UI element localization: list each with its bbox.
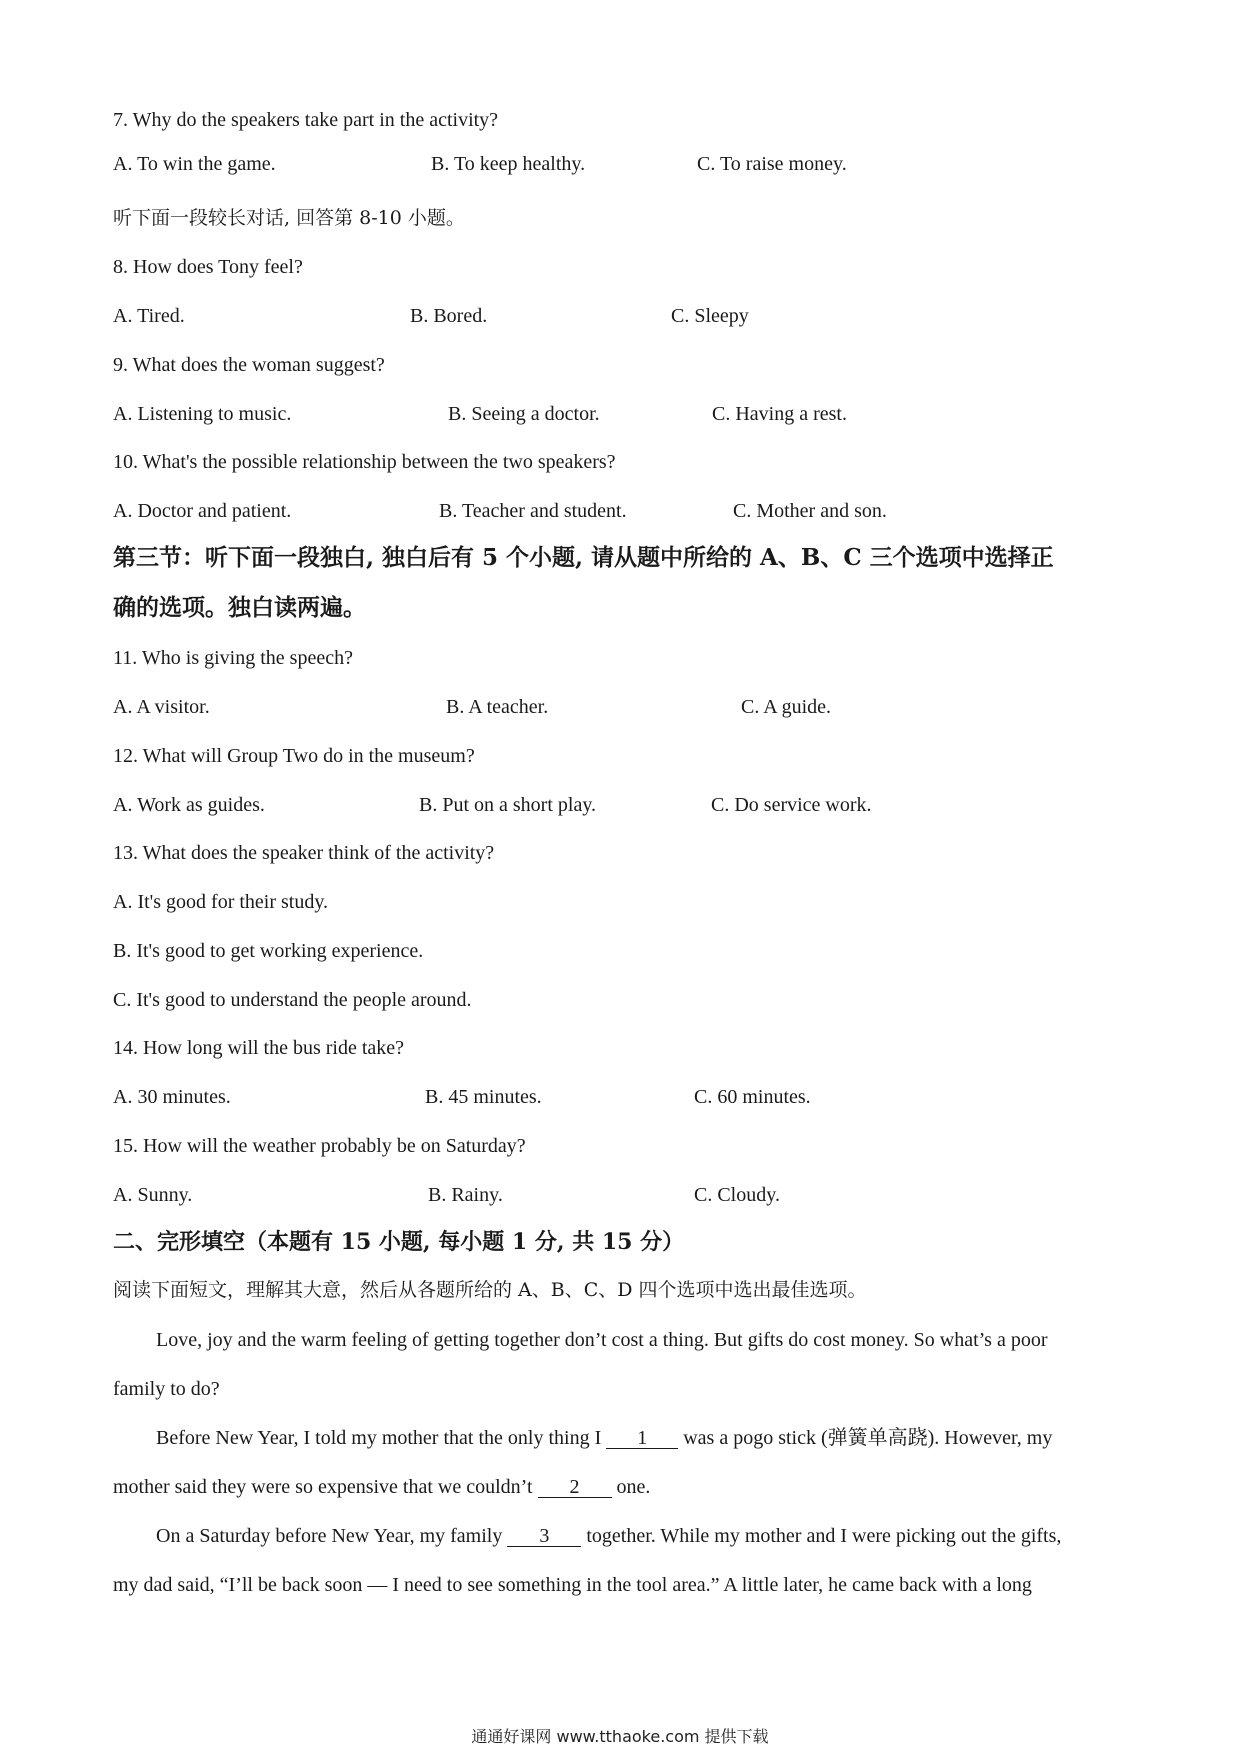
- q9-option-b: B. Seeing a doctor.: [448, 403, 600, 425]
- cloze-blank-1: 1: [606, 1428, 678, 1449]
- cloze-blank-3: 3: [507, 1526, 581, 1547]
- q13-option-b: B. It's good to get working experience.: [113, 940, 424, 962]
- cloze-paragraph-1-line-1: Love, joy and the warm feeling of getting together don’t cost a thing. But gifts do cost money. So what’s a poor: [156, 1329, 1048, 1351]
- q13-option-c: C. It's good to understand the people around.: [113, 989, 472, 1011]
- q8-option-a: A. Tired.: [113, 305, 185, 327]
- q15-option-b: B. Rainy.: [428, 1184, 503, 1206]
- intro-8-10: 听下面一段较长对话, 回答第 8-10 小题。: [113, 207, 465, 229]
- q12-option-b: B. Put on a short play.: [419, 794, 597, 816]
- question-9: 9. What does the woman suggest?: [113, 354, 385, 376]
- page-footer: 通通好课网 www.tthaoke.com 提供下载: [471, 1727, 769, 1746]
- q9-option-c: C. Having a rest.: [712, 403, 847, 425]
- q13-option-a: A. It's good for their study.: [113, 891, 329, 913]
- q14-option-a: A. 30 minutes.: [113, 1086, 231, 1108]
- q14-option-b: B. 45 minutes.: [425, 1086, 542, 1108]
- cloze-paragraph-2-line-2: [113, 1475, 650, 1499]
- cloze-paragraph-3-line-1: [156, 1524, 1061, 1548]
- cloze-text: Before New Year, I told my mother that the only thing I: [156, 1427, 602, 1449]
- q8-option-c: C. Sleepy: [671, 305, 749, 327]
- cloze-text: one.: [616, 1476, 651, 1498]
- question-13: 13. What does the speaker think of the activity?: [113, 842, 495, 864]
- q8-option-b: B. Bored.: [410, 305, 488, 327]
- q11-option-b: B. A teacher.: [446, 696, 549, 718]
- cloze-blank-2: 2: [538, 1477, 612, 1498]
- q12-option-a: A. Work as guides.: [113, 794, 265, 816]
- section-3-heading-line-2: 确的选项。独白读两遍。: [113, 594, 366, 621]
- q10-option-c: C. Mother and son.: [733, 500, 887, 522]
- question-15: 15. How will the weather probably be on Saturday?: [113, 1135, 526, 1157]
- cloze-instruction: 阅读下面短文，理解其大意，然后从各题所给的 A、B、C、D 四个选项中选出最佳选项。: [113, 1279, 867, 1301]
- cloze-paragraph-1-line-2: family to do?: [113, 1378, 220, 1400]
- q7-option-a: A. To win the game.: [113, 153, 276, 175]
- q10-option-a: A. Doctor and patient.: [113, 500, 292, 522]
- q15-option-c: C. Cloudy.: [694, 1184, 780, 1206]
- cloze-text: was a pogo stick (弹簧单高跷). However, my: [683, 1427, 1053, 1449]
- q7-option-c: C. To raise money.: [697, 153, 847, 175]
- q7-option-b: B. To keep healthy.: [431, 153, 586, 175]
- cloze-paragraph-3-line-2: my dad said, “I’ll be back soon — I need to see something in the tool area.” A little later, he came back with a long: [113, 1574, 1032, 1596]
- q9-option-a: A. Listening to music.: [113, 403, 292, 425]
- q11-option-c: C. A guide.: [741, 696, 832, 718]
- question-14: 14. How long will the bus ride take?: [113, 1037, 405, 1059]
- question-11: 11. Who is giving the speech?: [113, 647, 353, 669]
- cloze-text: mother said they were so expensive that we couldn’t: [113, 1476, 533, 1498]
- question-7: 7. Why do the speakers take part in the activity?: [113, 109, 499, 131]
- cloze-text: On a Saturday before New Year, my family: [156, 1525, 503, 1547]
- section-3-heading-line-1: 第三节：听下面一段独白, 独白后有 5 个小题, 请从题中所给的 A、B、C 三个选项中选择正: [113, 544, 1054, 571]
- question-8: 8. How does Tony feel?: [113, 256, 303, 278]
- q12-option-c: C. Do service work.: [711, 794, 872, 816]
- question-10: 10. What's the possible relationship between the two speakers?: [113, 451, 616, 473]
- question-12: 12. What will Group Two do in the museum?: [113, 745, 475, 767]
- q10-option-b: B. Teacher and student.: [439, 500, 627, 522]
- cloze-paragraph-2-line-1: [156, 1426, 1052, 1450]
- q15-option-a: A. Sunny.: [113, 1184, 193, 1206]
- q11-option-a: A. A visitor.: [113, 696, 210, 718]
- q14-option-c: C. 60 minutes.: [694, 1086, 811, 1108]
- cloze-text: together. While my mother and I were picking out the gifts,: [586, 1525, 1062, 1547]
- cloze-heading: 二、完形填空（本题有 15 小题, 每小题 1 分, 共 15 分）: [113, 1229, 685, 1255]
